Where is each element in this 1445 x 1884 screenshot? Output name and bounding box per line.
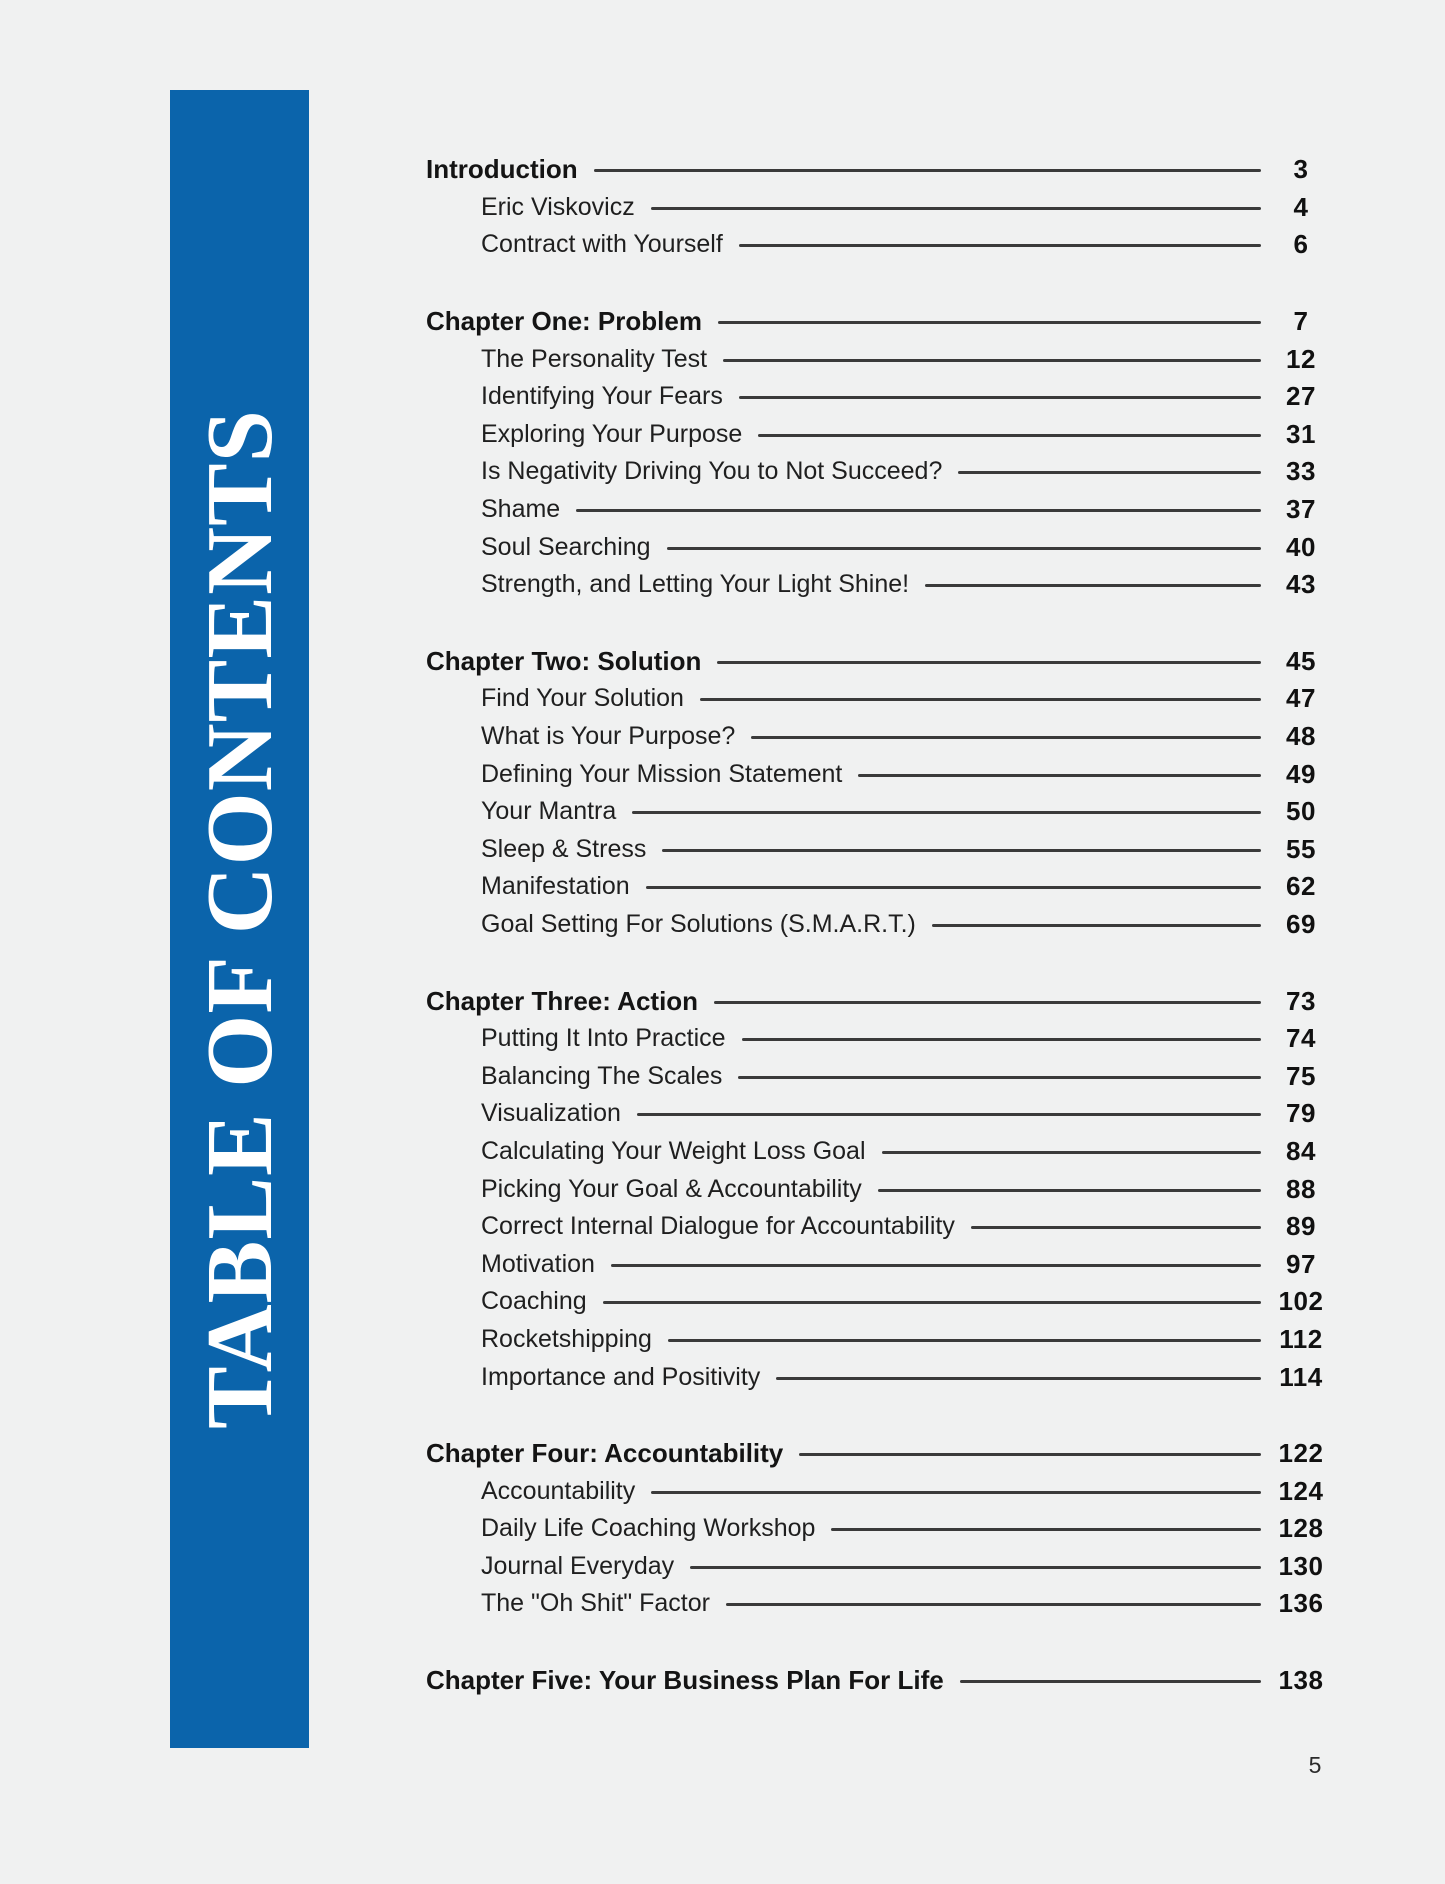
toc-page-number: 62 (1286, 871, 1316, 902)
leader-line (690, 1566, 1261, 1569)
toc-section (426, 643, 1333, 944)
toc-item-label: What is Your Purpose? (481, 722, 736, 751)
toc-page-number: 7 (1293, 306, 1309, 337)
toc-item-label: Coaching (481, 1287, 587, 1316)
toc (426, 151, 1333, 1738)
toc-item-row (426, 1133, 1333, 1171)
toc-page-number: 73 (1286, 985, 1316, 1016)
toc-header-label: Chapter Four: Accountability (426, 1438, 784, 1469)
toc-item-label: Motivation (481, 1249, 595, 1278)
leader-line (723, 359, 1261, 362)
toc-item-label: Daily Life Coaching Workshop (481, 1514, 816, 1543)
toc-item-label: Balancing The Scales (481, 1061, 723, 1090)
toc-page-number: 4 (1293, 191, 1309, 222)
toc-item-label: Eric Viskovicz (481, 192, 635, 221)
toc-item-row (426, 1020, 1333, 1058)
toc-page-number: 55 (1286, 833, 1316, 864)
leader-line (603, 1301, 1261, 1304)
toc-item-label: Picking Your Goal & Accountability (481, 1174, 862, 1203)
leader-line (799, 1453, 1261, 1456)
toc-item-row (426, 528, 1333, 566)
toc-item-row (426, 1548, 1333, 1586)
toc-header-label: Chapter Two: Solution (426, 645, 702, 676)
footer-page-number: 5 (1308, 1752, 1322, 1778)
toc-item-label: Goal Setting For Solutions (S.M.A.R.T.) (481, 909, 916, 938)
toc-item-label: Rocketshipping (481, 1324, 652, 1353)
toc-item-label: Contract with Yourself (481, 230, 723, 259)
leader-line (776, 1377, 1261, 1380)
toc-item-label: Sleep & Stress (481, 834, 647, 863)
leader-line (738, 1076, 1261, 1079)
toc-item-label: The "Oh Shit" Factor (481, 1589, 710, 1618)
toc-header-label: Chapter Three: Action (426, 985, 699, 1016)
toc-item-label: Exploring Your Purpose (481, 419, 743, 448)
toc-section (426, 151, 1333, 264)
leader-line (739, 244, 1261, 247)
toc-item-row (426, 378, 1333, 416)
leader-line (651, 207, 1261, 210)
toc-header-row (426, 1435, 1333, 1473)
leader-line (576, 509, 1261, 512)
toc-item-row (426, 868, 1333, 906)
toc-item-row (426, 416, 1333, 454)
toc-item-row (426, 680, 1333, 718)
toc-item-label: Strength, and Letting Your Light Shine! (481, 570, 910, 599)
toc-page-number: 97 (1286, 1248, 1316, 1279)
toc-item-row (426, 1585, 1333, 1623)
leader-line (611, 1264, 1261, 1267)
toc-page-number: 49 (1286, 758, 1316, 789)
toc-page-number: 138 (1278, 1665, 1324, 1696)
toc-item-row (426, 566, 1333, 604)
toc-page-number: 3 (1293, 154, 1309, 185)
toc-page-number: 31 (1286, 418, 1316, 449)
leader-line (637, 1113, 1261, 1116)
leader-line (878, 1189, 1261, 1192)
toc-page-number: 88 (1286, 1173, 1316, 1204)
toc-page-number: 122 (1278, 1438, 1324, 1469)
toc-page-number: 75 (1286, 1060, 1316, 1091)
toc-item-row (426, 1057, 1333, 1095)
leader-line (718, 321, 1261, 324)
leader-line (594, 169, 1261, 172)
toc-item-row (426, 1358, 1333, 1396)
leader-line (700, 698, 1261, 701)
toc-page-number: 48 (1286, 721, 1316, 752)
toc-page-number: 69 (1286, 908, 1316, 939)
toc-header-row (426, 643, 1333, 681)
toc-header-label: Introduction (426, 154, 578, 185)
toc-item-label: Shame (481, 495, 561, 524)
leader-line (958, 471, 1261, 474)
toc-page-number: 12 (1286, 343, 1316, 374)
toc-page-number: 89 (1286, 1211, 1316, 1242)
toc-page-number: 130 (1278, 1550, 1324, 1581)
toc-section (426, 1662, 1333, 1700)
toc-page-number: 79 (1286, 1098, 1316, 1129)
toc-page-number: 27 (1286, 381, 1316, 412)
toc-page-number: 47 (1286, 683, 1316, 714)
toc-header-label: Chapter One: Problem (426, 306, 702, 337)
leader-line (925, 584, 1261, 587)
toc-page-number: 40 (1286, 531, 1316, 562)
leader-line (714, 1001, 1261, 1004)
toc-item-row (426, 226, 1333, 264)
leader-line (751, 736, 1261, 739)
leader-line (662, 849, 1261, 852)
toc-header-row (426, 151, 1333, 189)
toc-item-label: Journal Everyday (481, 1551, 675, 1580)
leader-line (831, 1528, 1261, 1531)
toc-page-number: 6 (1293, 229, 1309, 260)
toc-page-number: 37 (1286, 494, 1316, 525)
toc-item-label: Find Your Solution (481, 684, 684, 713)
leader-line (668, 1339, 1261, 1342)
leader-line (632, 811, 1261, 814)
toc-section (426, 303, 1333, 604)
toc-item-row (426, 755, 1333, 793)
toc-item-row (426, 793, 1333, 831)
toc-page-number: 102 (1278, 1286, 1324, 1317)
toc-page-number: 45 (1286, 645, 1316, 676)
toc-item-label: Accountability (481, 1476, 636, 1505)
leader-line (971, 1226, 1261, 1229)
toc-page-number: 128 (1278, 1513, 1324, 1544)
toc-section (426, 982, 1333, 1396)
toc-item-row (426, 453, 1333, 491)
toc-item-row (426, 1245, 1333, 1283)
toc-page-number: 114 (1279, 1361, 1323, 1392)
toc-item-label: Identifying Your Fears (481, 382, 723, 411)
leader-line (739, 396, 1261, 399)
toc-item-label: Putting It Into Practice (481, 1024, 726, 1053)
toc-page-number: 43 (1286, 569, 1316, 600)
toc-item-row (426, 491, 1333, 529)
toc-item-row (426, 718, 1333, 756)
toc-header-row (426, 982, 1333, 1020)
toc-item-label: The Personality Test (481, 344, 708, 373)
toc-page-number: 112 (1279, 1323, 1323, 1354)
leader-line (646, 886, 1261, 889)
toc-item-row (426, 831, 1333, 869)
toc-item-label: Your Mantra (481, 797, 617, 826)
toc-header-label: Chapter Five: Your Business Plan For Life (426, 1665, 944, 1696)
vertical-title-banner (170, 90, 309, 1748)
toc-item-label: Calculating Your Weight Loss Goal (481, 1136, 866, 1165)
toc-page-number: 124 (1278, 1475, 1324, 1506)
toc-item-label: Importance and Positivity (481, 1362, 761, 1391)
table-of-contents-vertical-title: TABLE OF CONTENTS (187, 409, 292, 1429)
leader-line (960, 1680, 1261, 1683)
toc-page-number: 136 (1278, 1588, 1324, 1619)
leader-line (717, 661, 1261, 664)
leader-line (742, 1038, 1261, 1041)
toc-item-row (426, 1170, 1333, 1208)
toc-item-label: Manifestation (481, 872, 630, 901)
toc-item-label: Soul Searching (481, 532, 651, 561)
leader-line (932, 924, 1261, 927)
toc-item-row (426, 1208, 1333, 1246)
leader-line (882, 1151, 1262, 1154)
toc-header-row (426, 303, 1333, 341)
toc-item-row (426, 340, 1333, 378)
toc-page-number: 33 (1286, 456, 1316, 487)
leader-line (667, 547, 1261, 550)
toc-item-label: Is Negativity Driving You to Not Succeed? (481, 457, 943, 486)
leader-line (726, 1603, 1261, 1606)
toc-header-row (426, 1662, 1333, 1700)
leader-line (651, 1491, 1261, 1494)
toc-item-row (426, 1095, 1333, 1133)
leader-line (758, 434, 1261, 437)
toc-page-number: 84 (1286, 1135, 1316, 1166)
toc-item-row (426, 1510, 1333, 1548)
toc-page-number: 74 (1286, 1023, 1316, 1054)
toc-item-row (426, 1321, 1333, 1359)
toc-item-label: Correct Internal Dialogue for Accountability (481, 1212, 955, 1241)
toc-item-row (426, 906, 1333, 944)
toc-section (426, 1435, 1333, 1623)
toc-item-row (426, 1472, 1333, 1510)
toc-item-label: Visualization (481, 1099, 621, 1128)
toc-page-number: 50 (1286, 796, 1316, 827)
toc-item-row (426, 189, 1333, 227)
toc-item-label: Defining Your Mission Statement (481, 759, 843, 788)
toc-item-row (426, 1283, 1333, 1321)
leader-line (858, 774, 1261, 777)
